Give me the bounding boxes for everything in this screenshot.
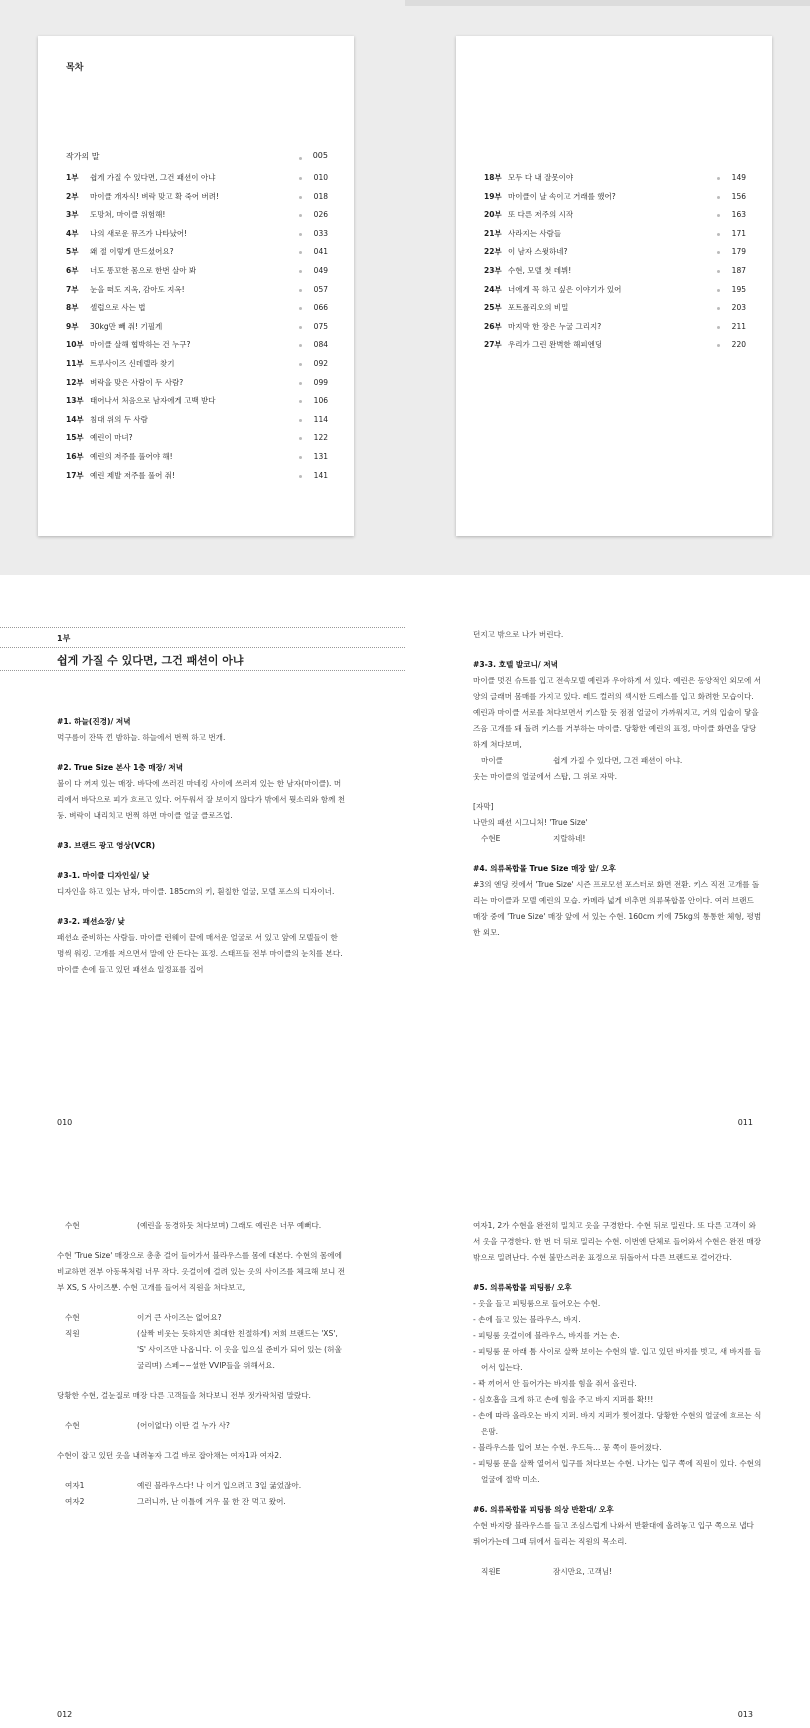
toc-page-number: 057 — [313, 284, 328, 294]
toc-entry-title: 예린이 마녀? — [90, 433, 133, 443]
toc-part-number: 6부 — [66, 266, 79, 275]
dialogue-speaker: 여자2 — [65, 1497, 85, 1506]
toc-entry-title: 포트폴리오의 비밀 — [508, 303, 569, 313]
toc-part-number: 22부 — [484, 247, 502, 257]
toc-intro-page: 005 — [312, 151, 328, 160]
chapter-divider-top — [0, 627, 405, 628]
action-paragraph: 먹구름이 잔뜩 낀 밤하늘. 하늘에서 번쩍 하고 번개. — [57, 733, 226, 742]
page-012-body — [57, 1218, 347, 1510]
toc-part-number: 14부 — [66, 414, 84, 424]
toc-row — [484, 283, 746, 297]
dialogue-line — [57, 1310, 347, 1326]
toc-entry-title: 또 다른 저주의 시작 — [508, 210, 574, 220]
toc-row — [66, 431, 328, 445]
toc-row — [66, 171, 328, 185]
toc-dot-icon — [717, 289, 720, 292]
toc-page-number: 018 — [313, 191, 328, 201]
toc-entry-title: 마지막 한 장은 누굴 그리지? — [508, 321, 602, 331]
toc-dot-icon — [717, 233, 720, 236]
spacer — [57, 1296, 347, 1310]
dialogue-line — [57, 1326, 347, 1374]
toc-title: 목차 — [66, 63, 84, 73]
toc-dot-icon — [717, 326, 720, 329]
toc-part-number: 19부 — [484, 191, 502, 201]
page-number-010: 010 — [57, 1118, 73, 1127]
toc-part-number: 15부 — [66, 433, 84, 443]
toc-entry-title: 눈을 떠도 지옥, 감아도 지옥! — [90, 284, 185, 294]
toc-part-number: 1부 — [66, 173, 79, 182]
toc-dot-icon — [299, 157, 302, 160]
dialogue-line — [57, 1418, 347, 1434]
toc-page-number: 084 — [313, 340, 328, 350]
dialogue-speaker: 수현 — [65, 1421, 80, 1430]
toc-entry-title: 너도 똥꼬한 몸으로 한번 살아 봐 — [90, 266, 197, 275]
toc-entry-title: 모두 다 내 잘못이야 — [508, 173, 574, 182]
toc-entry-title: 우리가 그린 완벽한 해피엔딩 — [508, 340, 603, 350]
action-paragraph: 여자1, 2가 수현을 완전히 밀치고 옷을 구경한다. 수현 뒤로 밀린다. 또 다른 고객이 와서 옷을 구경한다. 한 번 더 뒤로 밀리는 수현. 이번엔 단체로 들어와서 수현은 완전 매장 밖으로 밀려난다. 수현 불만스러운 표정으로 뒤돌아서 다른 브랜드로 걸어간다. — [473, 1221, 762, 1262]
toc-dot-icon — [717, 307, 720, 310]
toc-page-number: 010 — [313, 173, 328, 182]
toc-dot-icon — [299, 307, 302, 310]
toc-dot-icon — [299, 437, 302, 440]
toc-row — [66, 283, 328, 297]
action-paragraph: 마이클 멋진 슈트를 입고 전속모델 예린과 우아하게 서 있다. 예린은 동양적인 외모에 서양의 글래머 몸매를 가지고 있다. 레드 컬러의 섹시한 드레스를 입고 화려한 모습이다. 예린과 마이클 서로를 쳐다보면서 키스할 듯 점점 얼굴이 가까워지고, 거의 입술이 닿을 즈음 고개를 돼 돌려 키스를 거부하는 마이클. 당황한 예린의 표정, 마이클 화면을 당당하게 쳐다보며, — [473, 676, 762, 749]
toc-page-number: 033 — [313, 228, 328, 238]
action-list-item: - 손에 따라 올라오는 바지 지퍼. 바지 지퍼가 찢어졌다. 당황한 수현의 얼굴에 흐르는 식은땀. — [473, 1411, 762, 1436]
toc-part-number: 25부 — [484, 303, 502, 313]
toc-page-number: 066 — [313, 303, 328, 313]
action-paragraph: [자막] — [473, 802, 494, 811]
toc-page-number: 211 — [731, 321, 746, 331]
action-paragraph: 불이 다 꺼져 있는 매장. 바닥에 쓰러진 마네킹 사이에 쓰러져 있는 한 남자(마이클). 머리에서 바닥으로 피가 흐르고 있다. 어두워서 잘 보이지 않다가 밖에서 뭣소리와 함께 천둥. 벼락이 내리치고 번쩍 하면 마이클 얼굴 클로즈업. — [57, 779, 346, 820]
toc-entry-title: 예린 제발 저주를 풀어 줘! — [90, 470, 175, 480]
toc-row — [484, 208, 746, 222]
dialogue-line — [57, 1494, 347, 1510]
chapter-divider-middle — [0, 647, 405, 648]
spacer — [473, 1550, 763, 1564]
scene-heading: #3. 브랜드 광고 영상(VCR) — [57, 841, 156, 850]
toc-dot-icon — [299, 251, 302, 254]
toc-row — [66, 450, 328, 464]
toc-dot-icon — [299, 177, 302, 180]
top-edge-strip — [405, 0, 810, 6]
chapter-label: 1부 — [57, 634, 71, 643]
toc-dot-icon — [299, 214, 302, 217]
scene-heading: #1. 하늘(진경)/ 저녁 — [57, 717, 131, 726]
dialogue-text: 그러니까, 난 이틀에 겨우 물 한 잔 먹고 왔어. — [137, 1497, 286, 1506]
action-list-item: - 블라우스를 입어 보는 수현. 우드득… 뭉 쪽이 뜯어졌다. — [473, 1443, 662, 1452]
toc-part-number: 26부 — [484, 321, 502, 331]
toc-page-number: 092 — [313, 359, 328, 368]
toc-dot-icon — [299, 289, 302, 292]
spacer — [57, 1234, 347, 1248]
toc-entry-title: 30kg만 빼 줘! 기필게 — [90, 321, 163, 331]
toc-row — [66, 264, 328, 278]
toc-dot-icon — [717, 251, 720, 254]
page-number-011: 011 — [737, 1118, 753, 1127]
dialogue-line — [473, 831, 763, 847]
toc-part-number: 24부 — [484, 284, 502, 294]
toc-part-number: 7부 — [66, 284, 79, 294]
dialogue-text: 예린 블라우스다! 나 이거 입으려고 3일 굶었잖아. — [137, 1481, 302, 1490]
toc-entry-title: 태어나서 처음으로 남자에게 고백 받다 — [90, 396, 216, 406]
dialogue-text: (어이없다) 이딴 걸 누가 사? — [137, 1421, 230, 1430]
toc-row — [66, 190, 328, 204]
toc-part-number: 11부 — [66, 359, 84, 368]
toc-page-number: 049 — [313, 266, 328, 275]
dialogue-text: 잠시만요, 고객님! — [553, 1567, 613, 1576]
toc-entry-title: 나의 새로운 뮤즈가 나타났어! — [90, 228, 188, 238]
toc-part-number: 16부 — [66, 452, 84, 461]
toc-entry-title: 마이클이 날 속이고 거래를 했어? — [508, 191, 616, 201]
toc-dot-icon — [299, 456, 302, 459]
toc-dot-icon — [717, 270, 720, 273]
scene-heading: #3-1. 마이클 디자인실/ 낮 — [57, 871, 150, 880]
dialogue-speaker: 마이클 — [481, 756, 504, 765]
toc-row — [66, 376, 328, 390]
scene-heading: #5. 의류복합몰 피팅룸/ 오후 — [473, 1283, 572, 1292]
dialogue-text: 쉽게 가질 수 있다면, 그건 패션이 아냐. — [553, 756, 683, 765]
action-paragraph: 디자인을 하고 있는 남자, 마이클. 185cm의 키, 훤칠한 얼굴, 모델 포스의 디자이너. — [57, 887, 335, 896]
toc-row — [66, 469, 328, 483]
toc-page-number: 099 — [313, 377, 328, 387]
toc-dot-icon — [717, 177, 720, 180]
toc-page-number: 156 — [731, 191, 746, 201]
toc-part-number: 12부 — [66, 377, 84, 387]
toc-dot-icon — [299, 326, 302, 329]
toc-row — [484, 338, 746, 352]
toc-part-number: 4부 — [66, 228, 79, 238]
toc-dot-icon — [717, 344, 720, 347]
toc-page-number: 041 — [313, 247, 328, 257]
toc-page-number: 203 — [731, 303, 746, 313]
toc-entry-title: 수현, 모델 첫 데뷔! — [508, 266, 572, 275]
scene-heading: #3-2. 패션쇼장/ 낮 — [57, 917, 125, 926]
action-list-item: - 옷을 들고 피팅룸으로 들어오는 수현. — [473, 1299, 601, 1308]
toc-entry-title: 침대 위의 두 사람 — [90, 414, 148, 424]
scene-heading: #4. 의류복합몰 True Size 매장 앞/ 오후 — [473, 864, 616, 873]
toc-entry-title: 사라지는 사람들 — [508, 228, 562, 238]
toc-row — [484, 171, 746, 185]
toc-entry-title: 예린의 저주를 풀어야 해! — [90, 452, 173, 461]
dialogue-speaker: 직원E — [481, 1567, 501, 1576]
toc-part-number: 27부 — [484, 340, 502, 350]
scene-heading: #6. 의류복합몰 피팅룸 의상 반환대/ 오후 — [473, 1505, 614, 1514]
toc-row — [66, 208, 328, 222]
dialogue-line — [473, 753, 763, 769]
dialogue-speaker: 여자1 — [65, 1481, 85, 1490]
dialogue-speaker: 수현 — [65, 1221, 80, 1230]
toc-row — [66, 394, 328, 408]
dialogue-speaker: 수현 — [65, 1313, 80, 1322]
toc-row — [66, 320, 328, 334]
dialogue-text: (살짝 비웃는 듯하지만 최대한 친절하게) 저희 브랜드는 'XS', 'S' 사이즈만 나옵니다. 이 옷을 입으실 준비가 되어 있는 (허울 굴리며) 스페~~셜한 VVIP들을 위해서요. — [137, 1329, 342, 1370]
page-010-body — [57, 700, 347, 978]
toc-entry-title: 벼락을 맞은 사람이 두 사람? — [90, 377, 184, 387]
toc-row — [66, 338, 328, 352]
action-paragraph: 웃는 마이클의 얼굴에서 스탑, 그 위로 자막. — [473, 772, 618, 781]
toc-page-number: 141 — [313, 470, 328, 480]
toc-page-number: 106 — [313, 396, 328, 406]
action-paragraph: 패션쇼 준비하는 사람들. 마이클 런웨이 끝에 매서운 얼굴로 서 있고 앞에 모델들이 한 명씩 워킹. 고개를 저으면서 말에 안 든다는 표정. 스태프들 전부 마이클의 눈치를 본다. 마이클 손에 들고 있던 패션쇼 일정표를 집어 — [57, 933, 343, 974]
action-list-item: - 심호흡을 크게 하고 손에 힘을 주고 바지 지퍼를 확!!! — [473, 1395, 654, 1404]
toc-row — [66, 245, 328, 259]
toc-row — [484, 301, 746, 315]
toc-dot-icon — [299, 419, 302, 422]
spacer — [57, 1434, 347, 1448]
toc-page-number: 171 — [731, 228, 746, 238]
toc-page-number: 114 — [313, 414, 328, 424]
toc-part-number: 21부 — [484, 228, 502, 238]
action-list-item: - 피팅룸 문 아래 틈 사이로 살짝 보이는 수현의 발. 입고 있던 바지를 벗고, 새 바지를 들어서 입는다. — [473, 1347, 762, 1372]
toc-page-left — [38, 36, 354, 536]
action-paragraph: 당황한 수현, 걸눈질로 매장 다른 고객들을 쳐다보니 전부 젓가락처럼 말랐다. — [57, 1391, 311, 1400]
toc-entry-title: 너에게 꼭 하고 싶은 이야기가 있어 — [508, 284, 622, 294]
toc-part-number: 3부 — [66, 210, 79, 220]
toc-page-number: 179 — [731, 247, 746, 257]
toc-dot-icon — [299, 475, 302, 478]
toc-part-number: 2부 — [66, 191, 79, 201]
dialogue-text: 이거 큰 사이즈는 없어요? — [137, 1313, 222, 1322]
page-013-body — [473, 1218, 763, 1580]
toc-page-number: 075 — [313, 321, 328, 331]
toc-entry-title: 쉽게 가질 수 있다면, 그건 패션이 아냐 — [90, 173, 216, 182]
toc-page-number: 149 — [731, 173, 746, 182]
toc-part-number: 13부 — [66, 396, 84, 406]
toc-part-number: 23부 — [484, 266, 502, 275]
dialogue-line — [473, 1564, 763, 1580]
chapter-divider-bottom — [0, 670, 405, 671]
toc-entry-title: 마이클 개자식! 벼락 맞고 확 죽어 버려! — [90, 191, 219, 201]
action-paragraph: 던지고 밖으로 나가 버린다. — [473, 630, 564, 639]
toc-row — [484, 190, 746, 204]
toc-dot-icon — [299, 382, 302, 385]
toc-entry-title: 트루사이즈 신데렐라 찾기 — [90, 359, 175, 368]
action-list-item: - 피팅룸 옷걸이에 블라우스, 바지를 거는 손. — [473, 1331, 620, 1340]
dialogue-line — [57, 1218, 347, 1234]
toc-row — [66, 413, 328, 427]
dialogue-text: 지랄하네! — [553, 834, 586, 843]
toc-dot-icon — [717, 214, 720, 217]
toc-part-number: 17부 — [66, 470, 84, 480]
action-list-item: - 피팅룸 문을 살짝 열어서 입구를 쳐다보는 수현. 나가는 입구 쪽에 직원이 있다. 수현의 얼굴에 절박 미소. — [473, 1459, 762, 1484]
toc-part-number: 9부 — [66, 321, 79, 331]
toc-row — [484, 320, 746, 334]
toc-row — [66, 227, 328, 241]
toc-part-number: 5부 — [66, 247, 79, 257]
spacer — [473, 785, 763, 799]
toc-row — [484, 264, 746, 278]
toc-dot-icon — [299, 400, 302, 403]
toc-entry-title: 셀럽으로 사는 법 — [90, 303, 146, 313]
action-list-item: - 손에 들고 있는 블라우스, 바지. — [473, 1315, 581, 1324]
page-number-012: 012 — [57, 1710, 73, 1719]
dialogue-line — [57, 1478, 347, 1494]
toc-part-number: 8부 — [66, 303, 79, 313]
dialogue-text: (예린을 동경하듯 쳐다보며) 그래도 예린은 너무 예뻐다. — [137, 1221, 322, 1230]
toc-page-number: 163 — [731, 210, 746, 220]
page-011-body — [473, 627, 763, 941]
toc-page-number: 026 — [313, 210, 328, 220]
action-paragraph: #3의 엔딩 컷에서 'True Size' 시즌 프로모션 포스터로 화면 전환. 키스 직전 고개를 돌리는 마이클과 모델 예린의 모습. 카메라 넓게 비추면 의류복합몰 안이다. 여러 브랜드 매장 중에 'True Size' 매장 앞에 서 있는 수현. 160cm 키에 75kg의 통통한 체형, 평범한 외모. — [473, 880, 762, 937]
spacer — [57, 1404, 347, 1418]
toc-page-number: 131 — [313, 452, 328, 461]
scene-heading: #3-3. 호텔 발코니/ 저녁 — [473, 660, 559, 669]
toc-part-number: 10부 — [66, 340, 84, 350]
page-number-013: 013 — [737, 1710, 753, 1719]
dialogue-speaker: 수현E — [481, 834, 501, 843]
chapter-title: 쉽게 가질 수 있다면, 그건 패션이 아냐 — [57, 654, 244, 667]
toc-page-number: 122 — [313, 433, 328, 443]
toc-page-number: 220 — [731, 340, 746, 350]
toc-intro-title: 작가의 말 — [66, 152, 100, 161]
toc-dot-icon — [299, 270, 302, 273]
action-paragraph: 수현이 잡고 있던 옷을 내려놓자 그걸 바로 잡아채는 여자1과 여자2. — [57, 1451, 282, 1460]
toc-part-number: 18부 — [484, 173, 502, 182]
toc-row — [66, 301, 328, 315]
toc-page-number: 187 — [731, 266, 746, 275]
toc-page-number: 195 — [731, 284, 746, 294]
toc-entry-title: 마이클 살해 협박하는 건 누구? — [90, 340, 191, 350]
action-paragraph: 나만의 패션 시그니처! 'True Size' — [473, 818, 588, 827]
toc-entry-title: 왜 절 이렇게 만드셨어요? — [90, 247, 174, 257]
dialogue-speaker: 직원 — [65, 1329, 80, 1338]
toc-page-right — [456, 36, 772, 536]
action-paragraph: 수현 바지랑 블라우스를 들고 조심스럽게 나와서 반환대에 올려놓고 입구 쪽으로 냅다 뛰어가는데 그때 뒤에서 들리는 직원의 목소리. — [473, 1521, 754, 1546]
action-paragraph: 수현 'True Size' 매장으로 총총 걸어 들어가서 블라우스를 몸에 대본다. 수현의 몸에에 비교하면 전부 아동복처럼 너무 작다. 옷걸이에 걸려 있는 옷의 사이즈를 체크해 보니 전부 XS, S 사이즈뿐. 수현 고개를 들어서 직원을 쳐다보고, — [57, 1251, 346, 1292]
toc-entry-title: 이 남자 스윗하네? — [508, 247, 568, 257]
toc-dot-icon — [299, 344, 302, 347]
spacer — [57, 1374, 347, 1388]
spacer — [57, 1464, 347, 1478]
toc-dot-icon — [299, 196, 302, 199]
toc-dot-icon — [717, 196, 720, 199]
scene-heading: #2. True Size 본사 1층 매장/ 저녁 — [57, 763, 184, 772]
toc-dot-icon — [299, 233, 302, 236]
toc-dot-icon — [299, 363, 302, 366]
toc-entry-title: 도망쳐, 마이클 위험해! — [90, 210, 166, 220]
toc-row — [484, 245, 746, 259]
toc-part-number: 20부 — [484, 210, 502, 220]
toc-row — [484, 227, 746, 241]
action-list-item: - 꽉 끼어서 안 들어가는 바지를 힘을 줘서 올린다. — [473, 1379, 637, 1388]
toc-row — [66, 357, 328, 371]
